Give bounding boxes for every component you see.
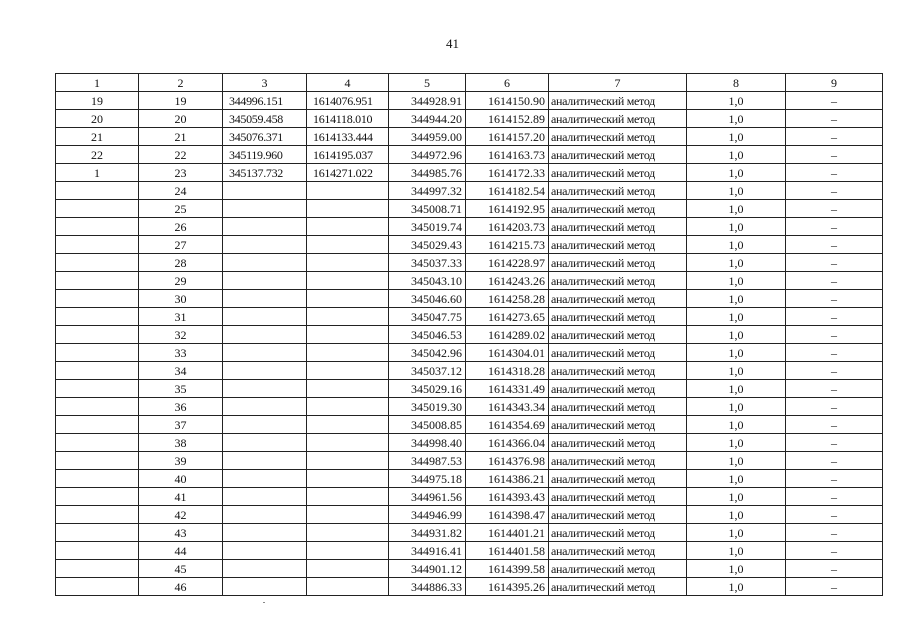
table-cell: 1614182.54 bbox=[466, 182, 549, 200]
table-cell: аналитический метод bbox=[549, 128, 687, 146]
table-cell: – bbox=[786, 362, 883, 380]
table-cell: 1614195.037 bbox=[307, 146, 389, 164]
table-cell: 1,0 bbox=[687, 290, 786, 308]
table-cell: 1,0 bbox=[687, 146, 786, 164]
table-row bbox=[56, 272, 883, 290]
table-row bbox=[56, 110, 883, 128]
table-cell: 1614289.02 bbox=[466, 326, 549, 344]
table-cell: 1,0 bbox=[687, 452, 786, 470]
table-cell bbox=[56, 488, 139, 506]
table-row bbox=[56, 362, 883, 380]
table-cell bbox=[223, 434, 307, 452]
table-cell bbox=[307, 272, 389, 290]
table-cell: 1614172.33 bbox=[466, 164, 549, 182]
table-cell bbox=[56, 326, 139, 344]
table-cell: 1,0 bbox=[687, 326, 786, 344]
table-cell: – bbox=[786, 506, 883, 524]
table-cell: 44 bbox=[139, 542, 223, 560]
table-cell: 1614228.97 bbox=[466, 254, 549, 272]
table-cell: 36 bbox=[139, 398, 223, 416]
table-cell: 345029.43 bbox=[389, 236, 466, 254]
table-cell: 344987.53 bbox=[389, 452, 466, 470]
coordinates-table bbox=[55, 73, 883, 596]
table-cell bbox=[223, 542, 307, 560]
table-cell: 345029.16 bbox=[389, 380, 466, 398]
column-header: 3 bbox=[223, 74, 307, 92]
table-cell bbox=[56, 308, 139, 326]
table-cell bbox=[56, 434, 139, 452]
table-cell bbox=[307, 470, 389, 488]
table-cell: 43 bbox=[139, 524, 223, 542]
table-cell: 344901.12 bbox=[389, 560, 466, 578]
table-cell: аналитический метод bbox=[549, 470, 687, 488]
table-cell bbox=[307, 326, 389, 344]
table-cell: 40 bbox=[139, 470, 223, 488]
table-cell: – bbox=[786, 110, 883, 128]
table-cell: – bbox=[786, 344, 883, 362]
table-cell: 1614398.47 bbox=[466, 506, 549, 524]
table-cell bbox=[223, 398, 307, 416]
table-cell bbox=[56, 200, 139, 218]
table-cell: 345137.732 bbox=[223, 164, 307, 182]
table-cell bbox=[56, 506, 139, 524]
table-cell: – bbox=[786, 470, 883, 488]
table-cell: 1614150.90 bbox=[466, 92, 549, 110]
table-cell: 1,0 bbox=[687, 344, 786, 362]
table-cell: – bbox=[786, 182, 883, 200]
table-cell: 39 bbox=[139, 452, 223, 470]
table-cell: 1,0 bbox=[687, 578, 786, 596]
table-cell: аналитический метод bbox=[549, 290, 687, 308]
table-cell: – bbox=[786, 290, 883, 308]
table-cell: аналитический метод bbox=[549, 110, 687, 128]
table-cell: 23 bbox=[139, 164, 223, 182]
table-cell: – bbox=[786, 146, 883, 164]
table-row bbox=[56, 416, 883, 434]
table-cell: 1614215.73 bbox=[466, 236, 549, 254]
table-cell: 345037.12 bbox=[389, 362, 466, 380]
table-row bbox=[56, 344, 883, 362]
table-cell: 1,0 bbox=[687, 92, 786, 110]
table-cell: – bbox=[786, 398, 883, 416]
table-cell: 344886.33 bbox=[389, 578, 466, 596]
table-header bbox=[56, 74, 883, 92]
table-cell: 1614399.58 bbox=[466, 560, 549, 578]
table-cell bbox=[56, 218, 139, 236]
table-cell bbox=[56, 416, 139, 434]
table-cell: 1614395.26 bbox=[466, 578, 549, 596]
table-cell bbox=[307, 488, 389, 506]
table-cell: аналитический метод bbox=[549, 308, 687, 326]
table-row bbox=[56, 452, 883, 470]
table-cell: 1614354.69 bbox=[466, 416, 549, 434]
column-header: 8 bbox=[687, 74, 786, 92]
table-cell: 25 bbox=[139, 200, 223, 218]
table-cell: 345046.60 bbox=[389, 290, 466, 308]
table-cell bbox=[307, 560, 389, 578]
table-cell: – bbox=[786, 560, 883, 578]
table-row bbox=[56, 92, 883, 110]
table-row bbox=[56, 542, 883, 560]
table-cell: – bbox=[786, 578, 883, 596]
column-header: 9 bbox=[786, 74, 883, 92]
table-cell: 1,0 bbox=[687, 362, 786, 380]
table-cell: 30 bbox=[139, 290, 223, 308]
table-row bbox=[56, 308, 883, 326]
table-cell bbox=[56, 470, 139, 488]
table-cell bbox=[223, 182, 307, 200]
table-cell bbox=[56, 524, 139, 542]
table-cell: 1,0 bbox=[687, 398, 786, 416]
table-row bbox=[56, 182, 883, 200]
table-row bbox=[56, 488, 883, 506]
table-cell bbox=[56, 362, 139, 380]
table-cell: 344928.91 bbox=[389, 92, 466, 110]
table-cell bbox=[307, 182, 389, 200]
table-row bbox=[56, 560, 883, 578]
table-row bbox=[56, 290, 883, 308]
table-cell bbox=[56, 380, 139, 398]
table-cell: 344916.41 bbox=[389, 542, 466, 560]
table-cell: 1614133.444 bbox=[307, 128, 389, 146]
table-cell: 344997.32 bbox=[389, 182, 466, 200]
table-cell bbox=[307, 380, 389, 398]
table-cell: аналитический метод bbox=[549, 326, 687, 344]
table-cell bbox=[56, 344, 139, 362]
table-cell: аналитический метод bbox=[549, 578, 687, 596]
table-cell: – bbox=[786, 542, 883, 560]
table-cell: – bbox=[786, 308, 883, 326]
table-cell bbox=[223, 290, 307, 308]
table-cell bbox=[223, 380, 307, 398]
table-cell: – bbox=[786, 128, 883, 146]
table-cell bbox=[56, 578, 139, 596]
table-cell bbox=[56, 290, 139, 308]
table-cell: 1614157.20 bbox=[466, 128, 549, 146]
table-row bbox=[56, 236, 883, 254]
table-cell: 27 bbox=[139, 236, 223, 254]
table-cell: 345046.53 bbox=[389, 326, 466, 344]
table-cell: 345037.33 bbox=[389, 254, 466, 272]
header-row bbox=[56, 74, 883, 92]
table-cell bbox=[56, 560, 139, 578]
table-cell bbox=[56, 542, 139, 560]
table-cell: 344944.20 bbox=[389, 110, 466, 128]
table-cell: 1,0 bbox=[687, 308, 786, 326]
table-cell bbox=[56, 398, 139, 416]
table-cell: 22 bbox=[56, 146, 139, 164]
table-cell: 19 bbox=[139, 92, 223, 110]
table-row bbox=[56, 218, 883, 236]
table-cell: 345019.74 bbox=[389, 218, 466, 236]
table-cell bbox=[223, 254, 307, 272]
table-cell bbox=[223, 200, 307, 218]
table-cell: аналитический метод bbox=[549, 236, 687, 254]
table-cell: 344996.151 bbox=[223, 92, 307, 110]
table-cell bbox=[56, 452, 139, 470]
table-cell: 1,0 bbox=[687, 416, 786, 434]
table-cell bbox=[223, 560, 307, 578]
table-cell bbox=[223, 344, 307, 362]
table-body bbox=[56, 92, 883, 596]
table-cell: 344959.00 bbox=[389, 128, 466, 146]
table-cell: аналитический метод bbox=[549, 272, 687, 290]
table-row bbox=[56, 200, 883, 218]
table-cell bbox=[223, 470, 307, 488]
table-cell: 41 bbox=[139, 488, 223, 506]
table-cell: – bbox=[786, 380, 883, 398]
table-cell: 1 bbox=[56, 164, 139, 182]
page-number: 41 bbox=[446, 36, 459, 51]
table-cell bbox=[307, 524, 389, 542]
table-cell: аналитический метод bbox=[549, 92, 687, 110]
table-cell: 1,0 bbox=[687, 128, 786, 146]
table-cell bbox=[223, 506, 307, 524]
table-cell: 32 bbox=[139, 326, 223, 344]
table-cell: – bbox=[786, 524, 883, 542]
table-cell: 345008.85 bbox=[389, 416, 466, 434]
table-cell: 1,0 bbox=[687, 272, 786, 290]
table-cell: 1614366.04 bbox=[466, 434, 549, 452]
table-cell: 1,0 bbox=[687, 524, 786, 542]
table-cell: 1,0 bbox=[687, 236, 786, 254]
scan-mark bbox=[263, 602, 265, 603]
table-cell: аналитический метод bbox=[549, 542, 687, 560]
table-cell: 1,0 bbox=[687, 380, 786, 398]
table-cell: 345043.10 bbox=[389, 272, 466, 290]
table-row bbox=[56, 380, 883, 398]
table-cell bbox=[223, 218, 307, 236]
table-cell bbox=[307, 218, 389, 236]
table-cell: 1,0 bbox=[687, 560, 786, 578]
table-cell: аналитический метод bbox=[549, 416, 687, 434]
table-cell: 1614118.010 bbox=[307, 110, 389, 128]
table-cell: 1,0 bbox=[687, 542, 786, 560]
table-row bbox=[56, 164, 883, 182]
table-cell: 46 bbox=[139, 578, 223, 596]
table-cell bbox=[307, 362, 389, 380]
table-cell: 344998.40 bbox=[389, 434, 466, 452]
table-row bbox=[56, 398, 883, 416]
table-cell: – bbox=[786, 326, 883, 344]
table-cell: 20 bbox=[56, 110, 139, 128]
table-row bbox=[56, 128, 883, 146]
table-row bbox=[56, 506, 883, 524]
table-cell: 1,0 bbox=[687, 254, 786, 272]
table-cell: 29 bbox=[139, 272, 223, 290]
table-cell: 1614271.022 bbox=[307, 164, 389, 182]
table-cell bbox=[307, 290, 389, 308]
table-cell: 1614331.49 bbox=[466, 380, 549, 398]
table-row bbox=[56, 146, 883, 164]
table-cell: – bbox=[786, 488, 883, 506]
table-cell: аналитический метод bbox=[549, 488, 687, 506]
table-cell: 45 bbox=[139, 560, 223, 578]
table-cell bbox=[56, 236, 139, 254]
table-cell: 1614203.73 bbox=[466, 218, 549, 236]
table-cell: 1614393.43 bbox=[466, 488, 549, 506]
table-row bbox=[56, 254, 883, 272]
column-header: 2 bbox=[139, 74, 223, 92]
table-cell: – bbox=[786, 254, 883, 272]
table-cell bbox=[223, 362, 307, 380]
table-cell: 345019.30 bbox=[389, 398, 466, 416]
table-cell bbox=[307, 254, 389, 272]
table-cell bbox=[307, 398, 389, 416]
table-cell: 1614318.28 bbox=[466, 362, 549, 380]
table-cell: 345008.71 bbox=[389, 200, 466, 218]
table-cell: 22 bbox=[139, 146, 223, 164]
table-cell: 344946.99 bbox=[389, 506, 466, 524]
table-row bbox=[56, 524, 883, 542]
table-cell: аналитический метод bbox=[549, 560, 687, 578]
table-cell: – bbox=[786, 452, 883, 470]
table-cell bbox=[223, 416, 307, 434]
table-cell: 1614258.28 bbox=[466, 290, 549, 308]
table-cell: аналитический метод bbox=[549, 344, 687, 362]
table-cell bbox=[223, 272, 307, 290]
table-cell: 344985.76 bbox=[389, 164, 466, 182]
table-cell: 1,0 bbox=[687, 506, 786, 524]
table-cell bbox=[223, 236, 307, 254]
table-cell: 1614376.98 bbox=[466, 452, 549, 470]
table-cell: 345047.75 bbox=[389, 308, 466, 326]
table-cell: аналитический метод bbox=[549, 200, 687, 218]
table-cell: – bbox=[786, 200, 883, 218]
table-cell bbox=[223, 488, 307, 506]
table-cell: 1614304.01 bbox=[466, 344, 549, 362]
table-cell: 1614152.89 bbox=[466, 110, 549, 128]
table-cell: аналитический метод bbox=[549, 164, 687, 182]
table-cell bbox=[223, 326, 307, 344]
table-cell bbox=[223, 308, 307, 326]
table-cell: 24 bbox=[139, 182, 223, 200]
table-cell bbox=[56, 254, 139, 272]
table-cell: – bbox=[786, 218, 883, 236]
table-cell: 1,0 bbox=[687, 182, 786, 200]
table-cell: 38 bbox=[139, 434, 223, 452]
table-cell: – bbox=[786, 92, 883, 110]
table-cell: аналитический метод bbox=[549, 182, 687, 200]
table-cell: 33 bbox=[139, 344, 223, 362]
column-header: 6 bbox=[466, 74, 549, 92]
table-cell bbox=[56, 272, 139, 290]
table-cell: 1614192.95 bbox=[466, 200, 549, 218]
table-cell: 344961.56 bbox=[389, 488, 466, 506]
table-cell: 345076.371 bbox=[223, 128, 307, 146]
table-cell: 344975.18 bbox=[389, 470, 466, 488]
table-cell: 37 bbox=[139, 416, 223, 434]
table-cell: 345042.96 bbox=[389, 344, 466, 362]
table-cell: 345119.960 bbox=[223, 146, 307, 164]
table-cell: 19 bbox=[56, 92, 139, 110]
table-cell bbox=[307, 236, 389, 254]
table-row bbox=[56, 470, 883, 488]
table-cell: – bbox=[786, 236, 883, 254]
table-cell bbox=[307, 578, 389, 596]
table-cell: 1,0 bbox=[687, 164, 786, 182]
table-cell bbox=[223, 524, 307, 542]
table-cell: 42 bbox=[139, 506, 223, 524]
table-cell: 1614273.65 bbox=[466, 308, 549, 326]
table-cell: 1,0 bbox=[687, 200, 786, 218]
table-cell: 345059.458 bbox=[223, 110, 307, 128]
table-cell: аналитический метод bbox=[549, 362, 687, 380]
table-cell: 35 bbox=[139, 380, 223, 398]
table-cell: 1614076.951 bbox=[307, 92, 389, 110]
table-cell: аналитический метод bbox=[549, 452, 687, 470]
table-cell bbox=[307, 416, 389, 434]
table-cell: аналитический метод bbox=[549, 254, 687, 272]
table-cell: 31 bbox=[139, 308, 223, 326]
table-row bbox=[56, 434, 883, 452]
table-cell: 1614401.21 bbox=[466, 524, 549, 542]
table-cell: аналитический метод bbox=[549, 146, 687, 164]
table-cell bbox=[307, 344, 389, 362]
table-cell: – bbox=[786, 164, 883, 182]
table-cell: аналитический метод bbox=[549, 524, 687, 542]
table-cell bbox=[307, 434, 389, 452]
table-cell bbox=[307, 542, 389, 560]
column-header: 7 bbox=[549, 74, 687, 92]
table-cell: аналитический метод bbox=[549, 380, 687, 398]
table-cell bbox=[223, 578, 307, 596]
table-cell: 1614243.26 bbox=[466, 272, 549, 290]
table-cell bbox=[307, 308, 389, 326]
column-header: 1 bbox=[56, 74, 139, 92]
table-cell: 344972.96 bbox=[389, 146, 466, 164]
table-cell: – bbox=[786, 434, 883, 452]
table-cell: 1,0 bbox=[687, 218, 786, 236]
table-cell: 1614343.34 bbox=[466, 398, 549, 416]
table-cell bbox=[307, 506, 389, 524]
table-cell: 21 bbox=[139, 128, 223, 146]
table-cell: – bbox=[786, 416, 883, 434]
table-cell: 34 bbox=[139, 362, 223, 380]
table-cell: 1614401.58 bbox=[466, 542, 549, 560]
column-header: 5 bbox=[389, 74, 466, 92]
table-cell: 1,0 bbox=[687, 488, 786, 506]
table-cell: 28 bbox=[139, 254, 223, 272]
table-cell: аналитический метод bbox=[549, 398, 687, 416]
table-cell: 1,0 bbox=[687, 470, 786, 488]
table-cell: аналитический метод bbox=[549, 434, 687, 452]
table-cell: 26 bbox=[139, 218, 223, 236]
table-cell: 1,0 bbox=[687, 434, 786, 452]
table-cell bbox=[307, 452, 389, 470]
table-cell: 1614386.21 bbox=[466, 470, 549, 488]
table-cell bbox=[307, 200, 389, 218]
table-cell: 20 bbox=[139, 110, 223, 128]
table-cell: 344931.82 bbox=[389, 524, 466, 542]
table-cell: – bbox=[786, 272, 883, 290]
table-cell: аналитический метод bbox=[549, 506, 687, 524]
table-cell: 1,0 bbox=[687, 110, 786, 128]
table-cell: 1614163.73 bbox=[466, 146, 549, 164]
table-cell bbox=[223, 452, 307, 470]
table-row bbox=[56, 578, 883, 596]
table-cell: 21 bbox=[56, 128, 139, 146]
table-cell bbox=[56, 182, 139, 200]
column-header: 4 bbox=[307, 74, 389, 92]
table-cell: аналитический метод bbox=[549, 218, 687, 236]
table-row bbox=[56, 326, 883, 344]
